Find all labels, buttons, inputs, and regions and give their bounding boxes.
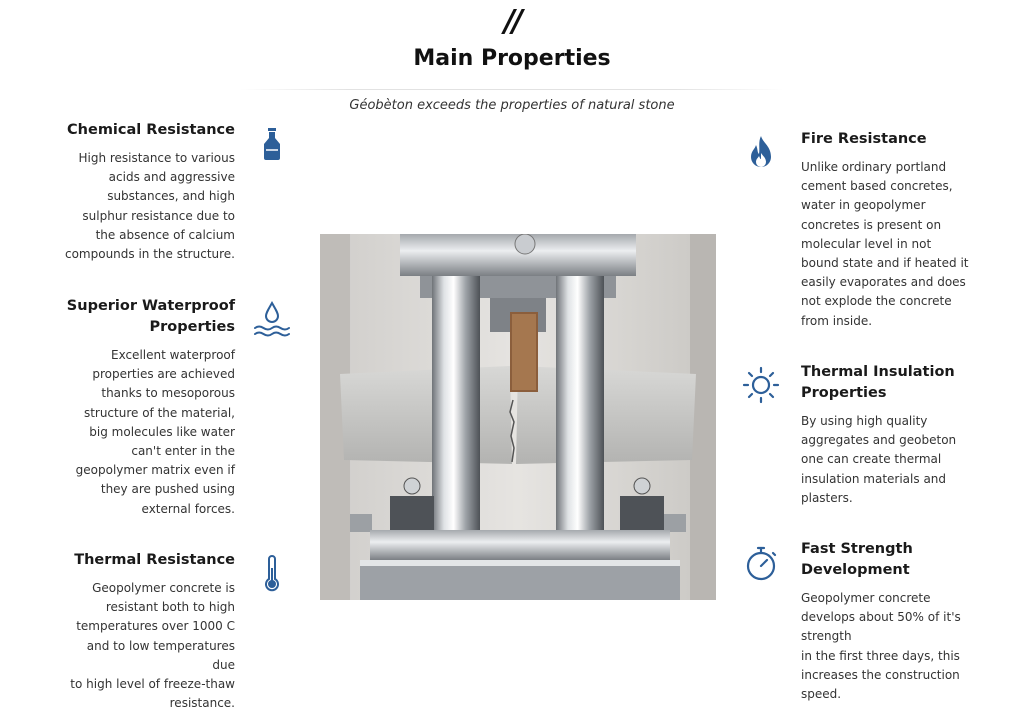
stopwatch-icon	[741, 543, 781, 583]
title-divider	[240, 89, 784, 90]
feature-title: Thermal Resistance	[74, 552, 235, 568]
sun-icon	[741, 365, 781, 405]
feature-thermal-resistance	[35, 550, 235, 713]
page-subtitle: Géobèton exceeds the properties of natural stone	[349, 98, 675, 113]
feature-description: By using high quality aggregates and geobeton one can create thermal insulation materials and plasters.	[801, 414, 957, 505]
page-title: Main Properties	[413, 46, 611, 71]
feature-description: Unlike ordinary portland cement based concretes, water in geopolymer concretes is present on molecular level in not bound state and if heated it easily evaporates and does not explode the concrete from inside.	[801, 160, 969, 328]
feature-superior-waterproof	[35, 296, 235, 519]
section-mark: //	[504, 4, 520, 39]
thermometer-icon	[252, 554, 292, 594]
feature-chemical-resistance	[35, 120, 235, 264]
water-drop-icon	[252, 300, 292, 340]
feature-title: Thermal Insulation Properties	[801, 364, 955, 401]
feature-description: Excellent waterproof properties are achieved thanks to mesoporous structure of the material, big molecules like water can't enter in the geopolymer matrix even if they are pushed using external forces.	[75, 348, 235, 516]
feature-title: Fast Strength Development	[801, 541, 913, 578]
feature-title: Chemical Resistance	[67, 122, 235, 138]
feature-description: High resistance to various acids and aggressive substances, and high sulphur resistance due to the absence of calcium compounds in the structure.	[64, 151, 235, 262]
feature-thermal-insulation	[801, 362, 969, 508]
feature-fire-resistance	[801, 129, 969, 331]
feature-description: Geopolymer concrete develops about 50% of it's strength in the first three days, this increases the construction speed.	[801, 591, 961, 702]
feature-title: Superior Waterproof Properties	[66, 298, 235, 335]
feature-title: Fire Resistance	[801, 131, 927, 147]
flame-icon	[741, 133, 781, 173]
feature-description: Geopolymer concrete is resistant both to high temperatures over 1000 C and to low temperatures due to high level of freeze-thaw resistance.	[70, 581, 235, 711]
feature-fast-strength	[801, 539, 969, 704]
concrete-test-photo	[320, 234, 716, 600]
bottle-icon	[252, 124, 292, 164]
